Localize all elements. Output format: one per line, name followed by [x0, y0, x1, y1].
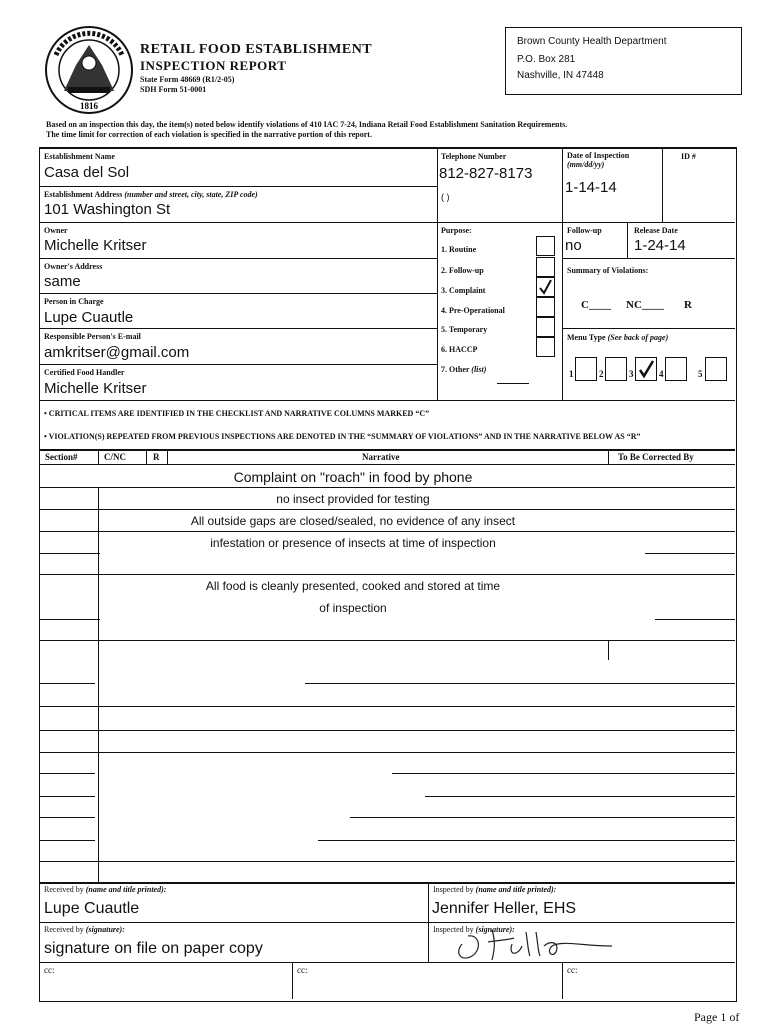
menu-type-label: Menu Type (See back of page) — [567, 333, 669, 342]
sdh-form-number: SDH Form 51-0001 — [140, 85, 207, 94]
agency-address1: P.O. Box 281 — [517, 54, 576, 65]
email-label: Responsible Person's E-mail — [44, 332, 141, 341]
menu-type-3-checkbox[interactable] — [635, 357, 657, 381]
purpose-temporary-label: 5. Temporary — [441, 325, 488, 334]
menu-type-boxes — [567, 355, 735, 383]
email-field[interactable]: amkritser@gmail.com — [44, 344, 190, 361]
purpose-label: Purpose: — [441, 226, 472, 235]
id-label: ID # — [681, 152, 696, 161]
owner-address-label: Owner's Address — [44, 262, 103, 271]
column-header-section: Section# — [45, 452, 78, 462]
establishment-address-field[interactable]: 101 Washington St — [44, 201, 171, 218]
cc-field-2[interactable]: cc: — [297, 965, 308, 975]
establishment-name-field[interactable]: Casa del Sol — [44, 164, 130, 181]
food-handler-label: Certified Food Handler — [44, 368, 125, 377]
narrative-line-7: of inspection — [319, 601, 387, 615]
intro-line1: Based on an inspection this day, the item(s) noted below identify violations of 410 IAC 7-24, Indiana Retail Food Establishment Sanitation Requirements. — [46, 120, 568, 129]
narrative-line-4: infestation or presence of insects at time of inspection — [210, 536, 496, 550]
checkmark-icon — [537, 278, 554, 296]
person-in-charge-label: Person in Charge — [44, 297, 104, 306]
menu-type-1-checkbox[interactable] — [575, 357, 597, 381]
purpose-complaint-label: 3. Complaint — [441, 286, 486, 295]
followup-label: Follow-up — [567, 226, 602, 235]
purpose-followup-checkbox[interactable] — [536, 257, 555, 277]
purpose-preoperational-checkbox[interactable] — [536, 297, 555, 317]
agency-address2: Nashville, IN 47448 — [517, 70, 604, 81]
seal-year: 1816 — [80, 101, 98, 111]
inspected-by-name-field[interactable]: Jennifer Heller, EHS — [432, 900, 577, 917]
menu-type-5-label: 5 — [698, 369, 703, 379]
critical-items-notice: • CRITICAL ITEMS ARE IDENTIFIED IN THE CHECKLIST AND NARRATIVE COLUMNS MARKED “C” — [44, 409, 430, 418]
purpose-other-line[interactable] — [497, 383, 529, 384]
owner-field[interactable]: Michelle Kritser — [44, 237, 147, 254]
received-by-name-field[interactable]: Lupe Cuautle — [44, 900, 140, 917]
purpose-other-label: 7. Other (list) — [441, 365, 487, 374]
summary-noncritical-count[interactable]: NC____ — [626, 299, 664, 311]
purpose-preoperational-label: 4. Pre-Operational — [441, 306, 505, 315]
inspection-date-format: (mm/dd/yy) — [567, 160, 605, 169]
owner-label: Owner — [44, 226, 68, 235]
menu-type-5-checkbox[interactable] — [705, 357, 727, 381]
page-number: Page 1 of — [694, 1010, 740, 1024]
agency-name: Brown County Health Department — [517, 36, 667, 47]
summary-critical-count[interactable]: C____ — [581, 299, 611, 311]
menu-type-2-label: 2 — [599, 369, 604, 379]
narrative-line-1: Complaint on "roach" in food by phone — [233, 469, 473, 485]
menu-type-2-checkbox[interactable] — [605, 357, 627, 381]
inspector-signature-icon — [452, 922, 632, 964]
telephone-label: Telephone Number — [441, 152, 507, 161]
inspection-date-field[interactable]: 1-14-14 — [565, 179, 617, 196]
received-by-signature-field[interactable]: signature on file on paper copy — [44, 940, 263, 957]
column-header-narrative: Narrative — [362, 452, 400, 462]
establishment-address-label: Establishment Address (number and street, city, state, ZIP code) — [44, 190, 258, 199]
narrative-line-6: All food is cleanly presented, cooked and stored at time — [205, 579, 501, 593]
food-handler-field[interactable]: Michelle Kritser — [44, 380, 147, 397]
column-header-cnc: C/NC — [104, 452, 126, 462]
narrative-line-3: All outside gaps are closed/sealed, no evidence of any insect — [190, 514, 516, 528]
person-in-charge-field[interactable]: Lupe Cuautle — [44, 309, 134, 326]
report-title-line2: INSPECTION REPORT — [140, 58, 287, 73]
purpose-complaint-checkbox[interactable] — [536, 277, 555, 297]
summary-label: Summary of Violations: — [567, 266, 649, 275]
received-by-signature-label: Received by (signature): — [44, 925, 125, 934]
purpose-haccp-checkbox[interactable] — [536, 337, 555, 357]
purpose-routine-checkbox[interactable] — [536, 236, 555, 256]
narrative-line-2: no insect provided for testing — [276, 492, 430, 506]
menu-type-3-label: 3 — [629, 369, 634, 379]
owner-address-field[interactable]: same — [44, 273, 81, 290]
report-title-line1: RETAIL FOOD ESTABLISHMENT — [140, 42, 373, 57]
release-date-label: Release Date — [634, 226, 678, 235]
purpose-routine-label: 1. Routine — [441, 245, 477, 254]
cc-field-3[interactable]: cc: — [567, 965, 578, 975]
state-form-number: State Form 48669 (R1/2-05) — [140, 75, 235, 84]
received-by-name-label: Received by (name and title printed): — [44, 885, 167, 894]
intro-line2: The time limit for correction of each violation is specified in the narrative portion of this report. — [46, 130, 372, 139]
inspected-by-signature-label: Inspected by (signature): — [433, 925, 515, 934]
menu-type-1-label: 1 — [569, 369, 574, 379]
release-date-field[interactable]: 1-24-14 — [634, 237, 686, 254]
establishment-name-label: Establishment Name — [44, 152, 115, 161]
purpose-haccp-label: 6. HACCP — [441, 345, 478, 354]
menu-type-4-checkbox[interactable] — [665, 357, 687, 381]
purpose-followup-label: 2. Follow-up — [441, 266, 484, 275]
column-header-corrected-by: To Be Corrected By — [618, 452, 694, 462]
state-seal-icon — [44, 25, 134, 115]
agency-box — [505, 27, 742, 95]
followup-field[interactable]: no — [565, 237, 582, 254]
inspected-by-name-label: Inspected by (name and title printed): — [433, 885, 557, 894]
purpose-temporary-checkbox[interactable] — [536, 317, 555, 337]
column-header-r: R — [153, 452, 160, 462]
inspection-date-label: Date of Inspection — [567, 151, 630, 160]
cc-field-1[interactable]: cc: — [44, 965, 55, 975]
menu-type-4-label: 4 — [659, 369, 664, 379]
telephone-field[interactable]: 812-827-8173 — [439, 165, 533, 182]
telephone-alt-field[interactable]: ( ) — [441, 192, 450, 202]
summary-repeat-count[interactable]: R — [684, 299, 692, 311]
repeated-violations-notice: • VIOLATION(S) REPEATED FROM PREVIOUS INSPECTIONS ARE DENOTED IN THE “SUMMARY OF VIOLATIONS” AND IN THE NARRATIVE BELOW AS “R” — [44, 432, 641, 441]
checkmark-icon — [636, 358, 656, 380]
